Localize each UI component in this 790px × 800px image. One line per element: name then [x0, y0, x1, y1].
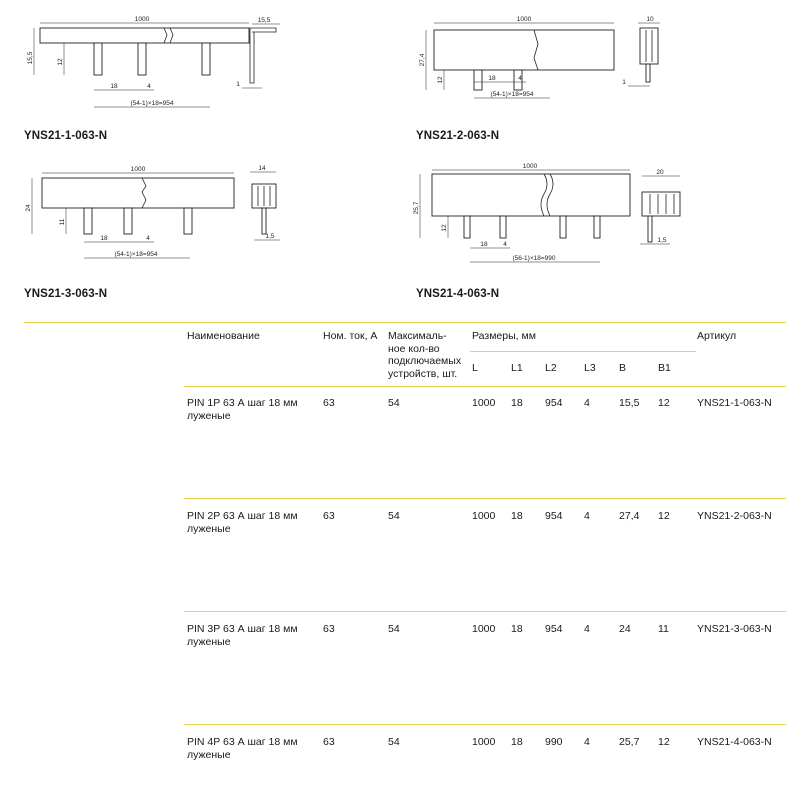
row1-L2: 954	[545, 397, 563, 409]
subheader-B1: B1	[658, 362, 671, 374]
dim-total: (54-1)×18=954	[490, 91, 534, 98]
dim-pitch: 18	[488, 75, 496, 82]
dim-length: 1000	[522, 163, 538, 170]
row2-L3: 4	[584, 510, 590, 522]
busbar-drawing-4-svg	[404, 162, 704, 272]
header-bottom-rule	[184, 386, 786, 387]
busbar-drawing-2-svg	[414, 10, 714, 120]
header-sizes-rule	[470, 351, 696, 352]
row3-name: PIN 3P 63 А шаг 18 мм луженые	[187, 623, 298, 648]
dim-total: (54-1)×18=954	[114, 251, 158, 258]
dim-height: 24	[25, 204, 32, 212]
row3-L: 1000	[472, 623, 496, 635]
dim-height: 15,5	[27, 51, 34, 65]
row1-L: 1000	[472, 397, 496, 409]
busbar-drawing-3	[24, 162, 324, 272]
row1-L3: 4	[584, 397, 590, 409]
busbar-drawing-4	[404, 162, 704, 272]
dim-thickness: 1	[622, 79, 626, 86]
subheader-B: B	[619, 362, 627, 374]
row3-L1: 18	[511, 623, 523, 635]
dim-width: 4	[518, 75, 522, 82]
dim-pin: 11	[59, 218, 66, 226]
caption-1: YNS21-1-063-N	[24, 130, 108, 142]
dim-pin: 12	[57, 58, 64, 66]
row3-rule	[184, 724, 786, 725]
caption-3: YNS21-3-063-N	[24, 288, 108, 300]
row2-rule	[184, 611, 786, 612]
header-article: Артикул	[697, 330, 737, 342]
dim-pin: 12	[437, 76, 444, 84]
subheader-L1: L1	[511, 362, 523, 374]
header-current: Ном. ток, А	[323, 330, 378, 342]
dim-width: 4	[503, 241, 507, 248]
row1-B: 15,5	[619, 397, 640, 409]
row4-B1: 12	[658, 736, 670, 748]
row4-name: PIN 4P 63 А шаг 18 мм луженые	[187, 736, 298, 761]
dim-side-width: 14	[258, 165, 266, 172]
row1-article: YNS21-1-063-N	[697, 397, 772, 409]
row1-B1: 12	[658, 397, 670, 409]
row2-L2: 954	[545, 510, 563, 522]
busbar-drawing-3-svg	[24, 162, 324, 272]
busbar-drawing-1	[24, 10, 324, 120]
dim-length: 1000	[130, 166, 146, 173]
row2-current: 63	[323, 510, 335, 522]
dim-side-width: 15,5	[257, 17, 271, 24]
dim-length: 1000	[516, 16, 532, 23]
caption-2: YNS21-2-063-N	[416, 130, 500, 142]
row1-max: 54	[388, 397, 400, 409]
row2-max: 54	[388, 510, 400, 522]
busbar-drawing-2	[414, 10, 714, 120]
row4-L3: 4	[584, 736, 590, 748]
dim-side-width: 20	[656, 169, 664, 176]
row3-L3: 4	[584, 623, 590, 635]
subheader-L: L	[472, 362, 478, 374]
row4-L1: 18	[511, 736, 523, 748]
dim-length: 1000	[134, 16, 150, 23]
caption-4: YNS21-4-063-N	[416, 288, 500, 300]
row1-current: 63	[323, 397, 335, 409]
dim-side-width: 10	[646, 16, 654, 23]
subheader-L3: L3	[584, 362, 596, 374]
row4-current: 63	[323, 736, 335, 748]
dim-thickness: 1	[236, 81, 240, 88]
row4-max: 54	[388, 736, 400, 748]
row2-article: YNS21-2-063-N	[697, 510, 772, 522]
busbar-drawing-1-svg	[24, 10, 324, 120]
row2-L1: 18	[511, 510, 523, 522]
dim-pitch: 18	[100, 235, 108, 242]
row3-article: YNS21-3-063-N	[697, 623, 772, 635]
dim-total: (56-1)×18=990	[512, 255, 556, 262]
row4-B: 25,7	[619, 736, 640, 748]
row1-L1: 18	[511, 397, 523, 409]
dim-width: 4	[146, 235, 150, 242]
row4-article: YNS21-4-063-N	[697, 736, 772, 748]
row3-current: 63	[323, 623, 335, 635]
subheader-L2: L2	[545, 362, 557, 374]
row3-B: 24	[619, 623, 631, 635]
dim-height: 25,7	[413, 201, 420, 215]
header-name: Наименование	[187, 330, 260, 342]
row4-L2: 990	[545, 736, 563, 748]
dim-height: 27,4	[419, 53, 426, 67]
dim-pitch: 18	[480, 241, 488, 248]
dim-pitch: 18	[110, 83, 118, 90]
dim-total: (54-1)×18=954	[130, 100, 174, 107]
dim-thickness: 1,5	[657, 237, 667, 244]
row2-name: PIN 2P 63 А шаг 18 мм луженые	[187, 510, 298, 535]
row2-L: 1000	[472, 510, 496, 522]
row3-L2: 954	[545, 623, 563, 635]
row1-rule	[184, 498, 786, 499]
dim-pin: 12	[441, 224, 448, 232]
row3-max: 54	[388, 623, 400, 635]
table-top-rule	[24, 322, 786, 323]
row2-B1: 12	[658, 510, 670, 522]
dim-thickness: 1,5	[265, 233, 275, 240]
header-sizes: Размеры, мм	[472, 330, 536, 342]
dim-width: 4	[147, 83, 151, 90]
row2-B: 27,4	[619, 510, 640, 522]
row4-L: 1000	[472, 736, 496, 748]
header-max-devices: Максималь-ное кол-во подключаемых устройств, шт.	[388, 330, 462, 380]
row1-name: PIN 1P 63 А шаг 18 мм луженые	[187, 397, 298, 422]
row3-B1: 11	[658, 623, 669, 635]
